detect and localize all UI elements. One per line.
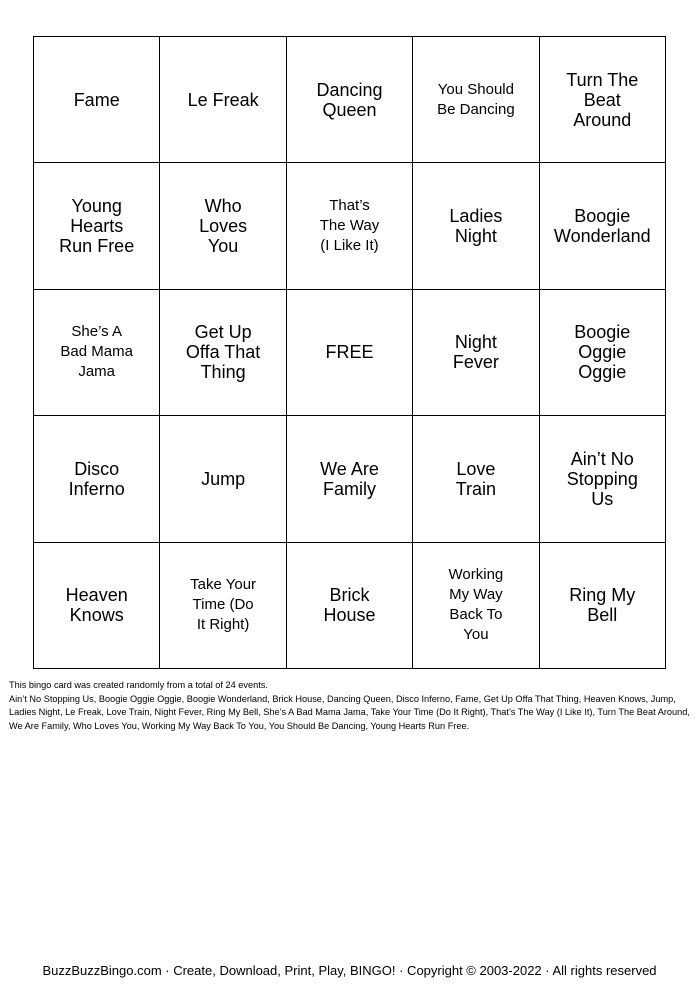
bingo-cell: Working My Way Back To You <box>413 543 539 669</box>
footer-copyright: BuzzBuzzBingo.com · Create, Download, Print, Play, BINGO! · Copyright © 2003-2022 · All rights reserved <box>42 963 657 978</box>
bingo-cell: Heaven Knows <box>34 543 160 669</box>
bingo-cell: Jump <box>160 416 286 542</box>
bingo-cell-free: FREE <box>287 290 413 416</box>
bingo-cell: Get Up Offa That Thing <box>160 290 286 416</box>
note-intro: This bingo card was created randomly from a total of 24 events. <box>9 680 268 690</box>
bingo-cell: Ladies Night <box>413 163 539 289</box>
bingo-cell: Disco Inferno <box>34 416 160 542</box>
bingo-card-grid <box>33 36 666 669</box>
bingo-cell: Dancing Queen <box>287 37 413 163</box>
note-events-list: Ain’t No Stopping Us, Boogie Oggie Oggie, Boogie Wonderland, Brick House, Dancing Queen, Disco Inferno, Fame, Get Up Offa That Thing, Heaven Knows, Jump, Ladies Night, Le Freak, Love Train, Night Fever, Ring My Bell, She’s A Bad Mama Jama, Take Your Time (Do It Right), That’s The Way (I Like It), Turn The Beat Around, We Are Family, Who Loves You, Working My Way Back To You, You Should Be Dancing, Young Hearts Run Free. <box>9 693 690 731</box>
bingo-cell: Night Fever <box>413 290 539 416</box>
bingo-cell: Brick House <box>287 543 413 669</box>
bingo-cell: Le Freak <box>160 37 286 163</box>
bingo-cell: Take Your Time (Do It Right) <box>160 543 286 669</box>
bingo-cell: She’s A Bad Mama Jama <box>34 290 160 416</box>
bingo-cell: Boogie Oggie Oggie <box>540 290 666 416</box>
bingo-cell: We Are Family <box>287 416 413 542</box>
bingo-cell: Young Hearts Run Free <box>34 163 160 289</box>
bingo-cell: Ain’t No Stopping Us <box>540 416 666 542</box>
bingo-cell: Turn The Beat Around <box>540 37 666 163</box>
bingo-cell: Ring My Bell <box>540 543 666 669</box>
bingo-cell: That’s The Way (I Like It) <box>287 163 413 289</box>
bingo-cell: You Should Be Dancing <box>413 37 539 163</box>
bingo-cell: Boogie Wonderland <box>540 163 666 289</box>
bingo-cell: Fame <box>34 37 160 163</box>
bingo-cell: Who Loves You <box>160 163 286 289</box>
card-note <box>9 679 694 733</box>
bingo-cell: Love Train <box>413 416 539 542</box>
